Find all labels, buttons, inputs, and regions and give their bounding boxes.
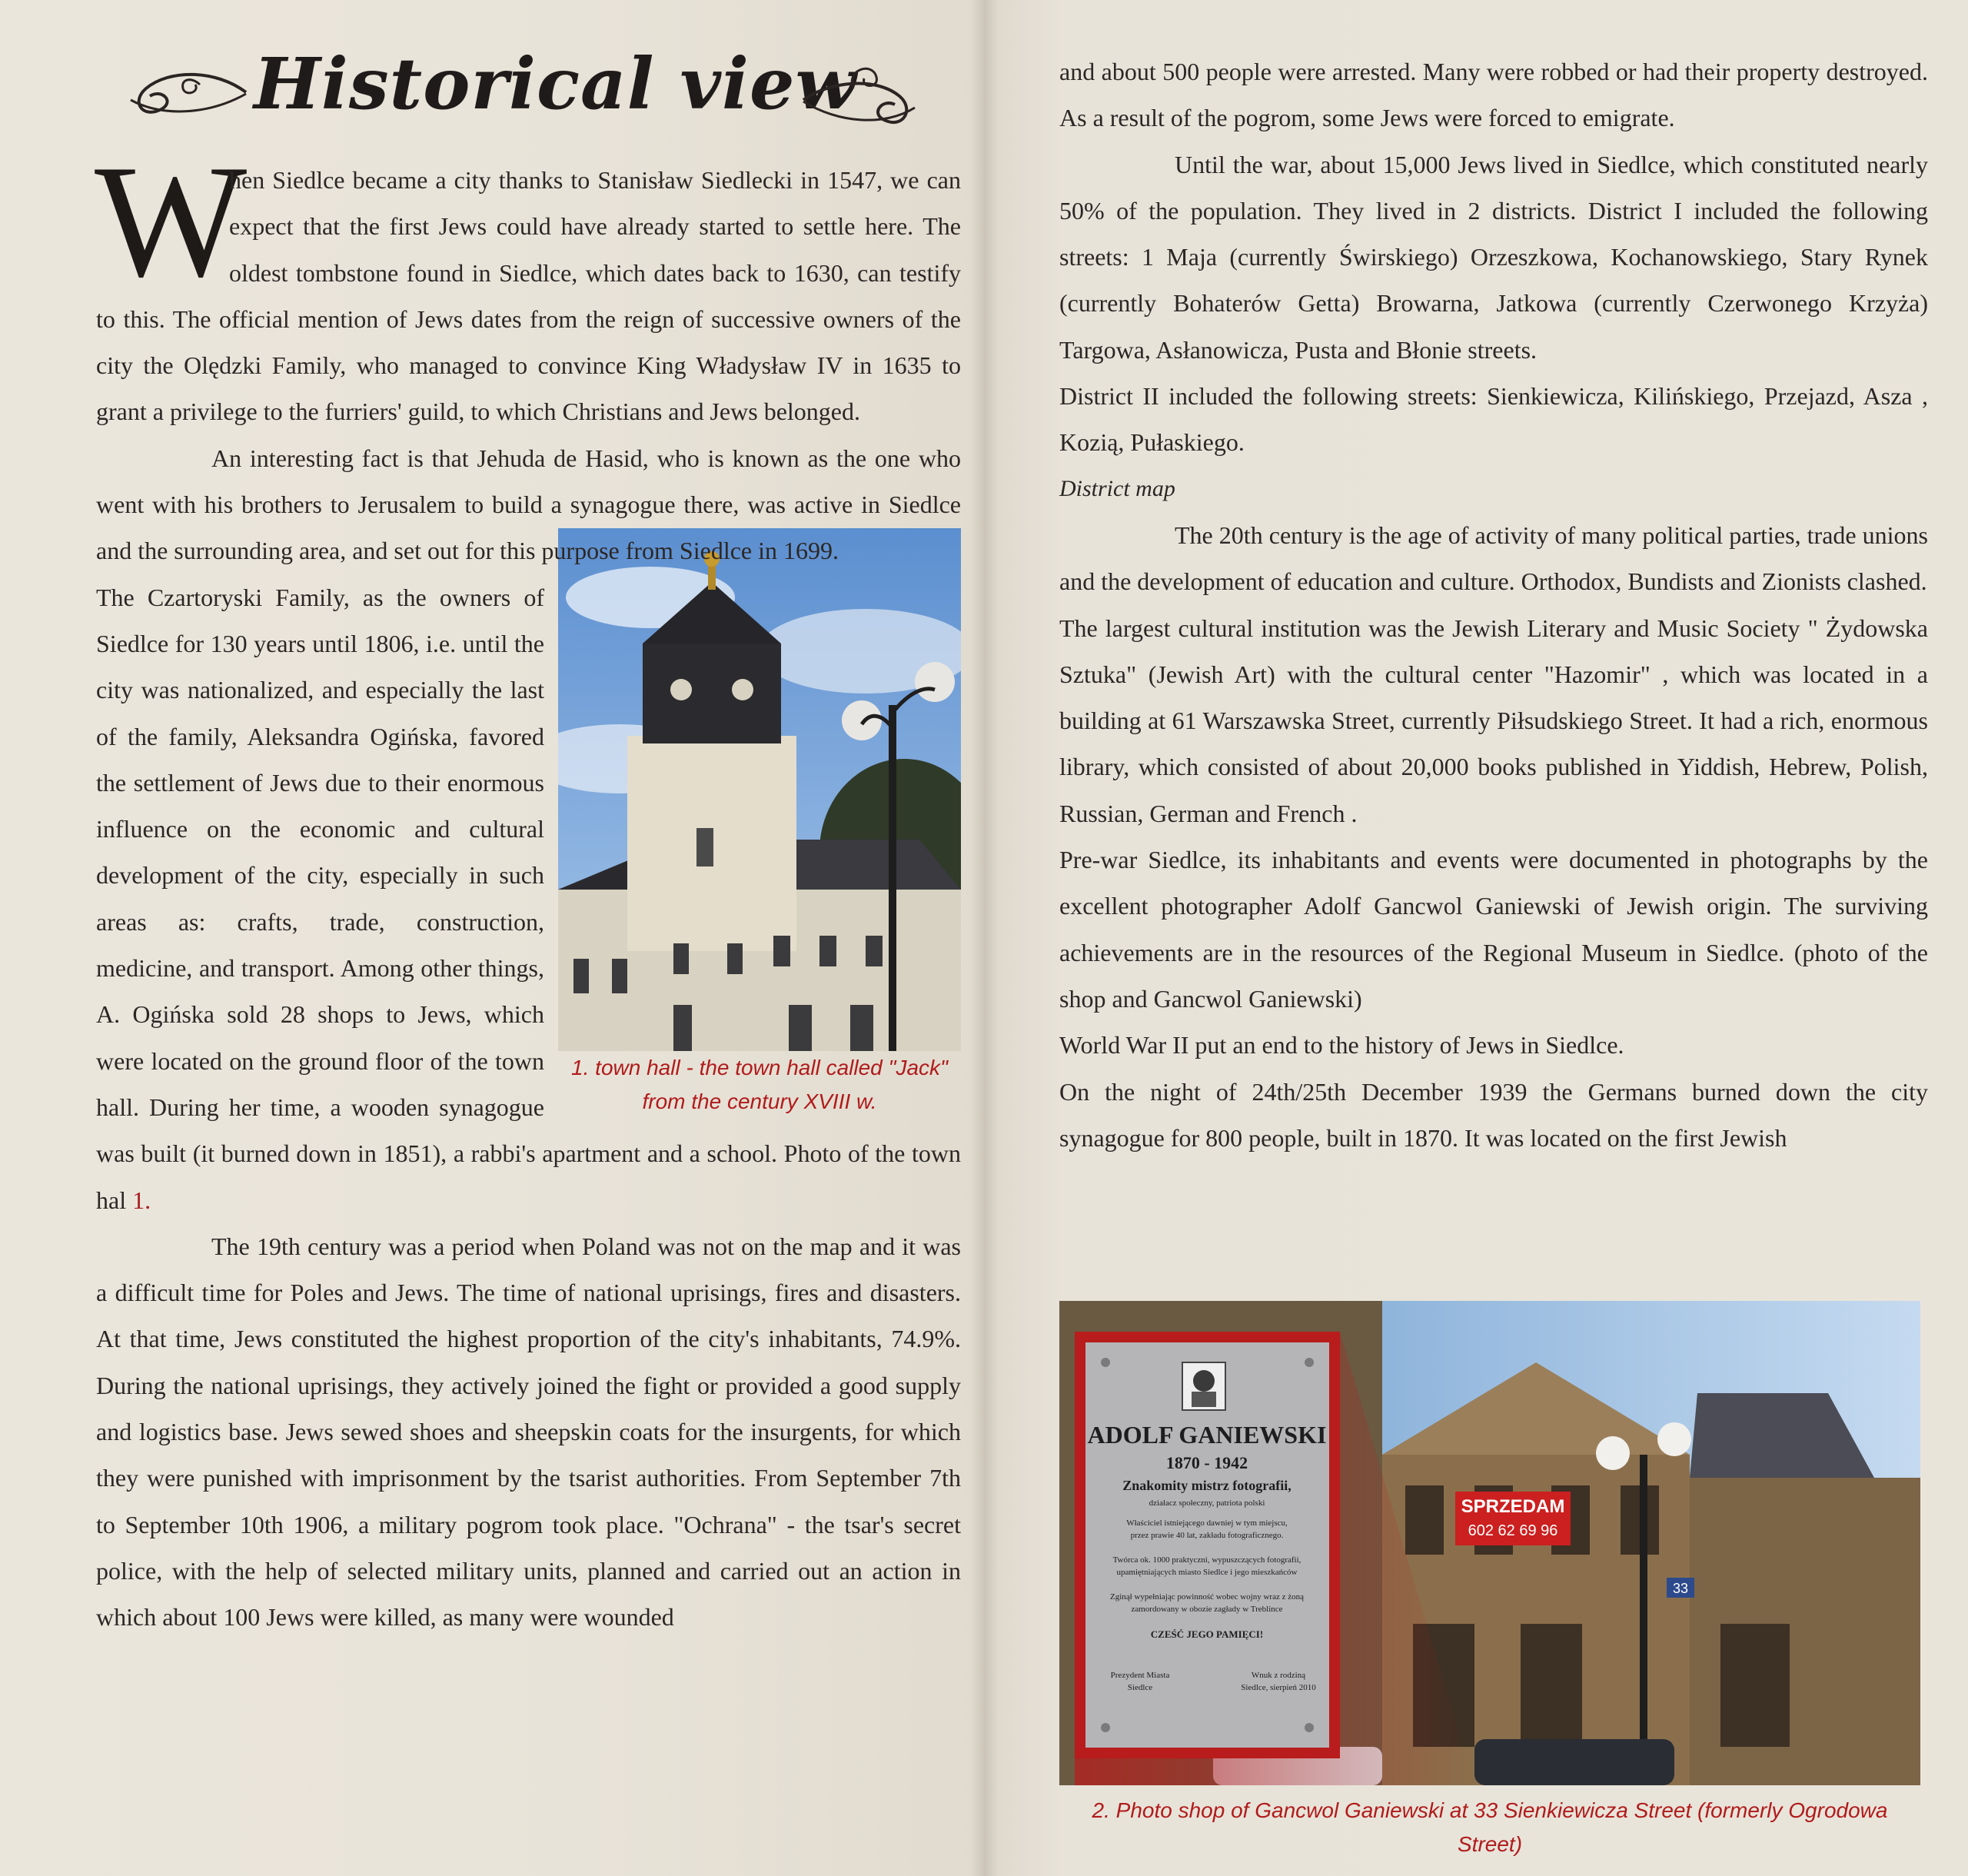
house-number: 33	[1672, 1581, 1689, 1596]
plaque-line-e: upamiętniających miasto Siedlce i jego mieszkańców	[1116, 1568, 1298, 1577]
drop-cap: W	[95, 132, 248, 311]
right-flourish-icon	[800, 54, 930, 138]
plaque-honor: CZEŚĆ JEGO PAMIĘCI!	[1150, 1628, 1264, 1640]
left-paragraph-2: An interesting fact is that Jehuda de Hasid, who is known as the one who went with his brothers to Jerusalem to build a synagogue there, was active in Siedlce and the surrounding area, and set out for this purpose from Siedlce in 1699.	[96, 444, 961, 565]
plaque-subtitle: Znakomity mistrz fotografii,	[1122, 1478, 1292, 1493]
left-paragraph-4: The 19th century was a period when Poland was not on the map and it was a difficult time for Poles and Jews. The time of national uprisings, fires and disasters. At that time, Jews constituted the highest proportion of the city's inhabitants, 74.9%. During the national uprisings, they actively joined the fight or provided a good supply and logistics base. Jews sewed shoes and sheepskin coats for the insurgents, for which they were punished with imprisonment by the tsarist authorities. From September 7th to September 10th 1906, a military pogrom took place. "Ochrana" - the tsar's secret police, with the help of selected military units, planned and carried out an action in which about 100 Jews were killed, as many were wounded	[96, 1232, 961, 1632]
right-paragraph-7: World War II put an end to the history of Jews in Siedlce.	[1059, 1031, 1624, 1059]
right-paragraph-4: The 20th century is the age of activity of many political parties, trade unions and the development of education and culture. Orthodox, Bundists and Zionists clashed.	[1059, 521, 1928, 596]
photo-shop-photo	[1059, 1301, 1920, 1861]
left-flourish-icon	[115, 54, 254, 131]
plaque-line-c: przez prawie 40 lat, zakładu fotograficznego.	[1130, 1531, 1284, 1540]
page-title: Historical view	[254, 42, 857, 125]
plaque-signed-left-1: Prezydent Miasta	[1110, 1671, 1170, 1680]
photo1-caption-line1: 1. town hall - the town hall called "Jack"	[571, 1055, 948, 1079]
right-paragraph-5: The largest cultural institution was the Jewish Literary and Music Society " Żydowska Sztuka" (Jewish Art) with the cultural center "Hazomir" , which was located in a building at 61 Warszawska Street, currently Piłsudskiego Street. It had a rich, enormous library, which consisted of about 20,000 books published in Yiddish, Hebrew, Polish, Russian, German and French .	[1059, 614, 1928, 827]
photo2-caption: 2. Photo shop of Gancwol Ganiewski at 33 Sienkiewicza Street (formerly Ogrodowa Street)	[1092, 1798, 1888, 1856]
heading	[115, 42, 946, 142]
plaque-signed-left-2: Siedlce	[1127, 1683, 1153, 1692]
district-map-label: District map	[1059, 475, 1175, 501]
plaque-line-d: Twórca ok. 1000 praktyczni, wypuszczących fotografii,	[1112, 1555, 1301, 1565]
sign-phone: 602 62 69 96	[1468, 1522, 1558, 1539]
town-hall-photo	[558, 528, 961, 1119]
plaque-line-f: Zginął wypełniając powinność wobec wojny wraz z żoną	[1110, 1592, 1304, 1602]
plaque-line-g: zamordowany w obozie zagłady w Treblince	[1131, 1605, 1283, 1614]
spine-shadow	[970, 0, 998, 1876]
right-paragraph-1: and about 500 people were arrested. Many were robbed or had their property destroyed. As a result of the pogrom, some Jews were forced to emigrate.	[1059, 58, 1928, 132]
left-paragraph-3-text: The Czartoryski Family, as the owners of Siedlce for 130 years until 1806, i.e. until the city was nationalized, and especially the last of the family, Aleksandra Ogińska, favored the settlement of Jews due to their enormous influence on the economic and cultural development of the city, especially in such areas as: crafts, trade, construction, medicine, and transport. Among other things, A. Ogińska sold 28 shops to Jews, which were located on the ground floor of the town hall. During her time, a wooden synagogue was built (it burned down in 1851), a rabbi's apartment and a school. Photo of the town hal	[96, 583, 961, 1214]
photo-shop-image	[1059, 1301, 1920, 1785]
right-column	[1059, 48, 1928, 1161]
photo-ref-1: 1.	[132, 1186, 151, 1214]
left-column	[95, 132, 961, 1641]
right-paragraph-6: Pre-war Siedlce, its inhabitants and events were documented in photographs by the excellent photographer Adolf Gancwol Ganiewski of Jewish origin. The surviving achievements are in the resources of the Regional Museum in Siedlce. (photo of the shop and Gancwol Ganiewski)	[1059, 846, 1928, 1013]
right-paragraph-2: Until the war, about 15,000 Jews lived in Siedlce, which constituted nearly 50% of the population. They lived in 2 districts. District I included the following streets: 1 Maja (currently Świrskiego) Orzeszkowa, Kochanowskiego, Stary Rynek (currently Bohaterów Getta) Browarna, Jatkowa (currently Czerwonego Krzyża) Targowa, Asłanowicza, Pusta and Błonie streets.	[1059, 150, 1928, 364]
plaque-line-a: działacz społeczny, patriota polski	[1149, 1498, 1265, 1508]
left-paragraph-2-lead	[96, 444, 961, 565]
photo1-caption-line2: from the century XVIII w.	[642, 1089, 877, 1113]
town-hall-image	[558, 528, 961, 1051]
plaque-line-b: Właściciel istniejącego dawniej w tym miejscu,	[1126, 1518, 1288, 1528]
right-paragraph-8: On the night of 24th/25th December 1939 the Germans burned down the city synagogue for 800 people, built in 1870. It was located on the first Jewish	[1059, 1077, 1928, 1152]
plaque-signed-right-1: Wnuk z rodziną	[1251, 1671, 1306, 1680]
plaque-name: ADOLF GANIEWSKI	[1087, 1421, 1327, 1449]
plaque-signed-right-2: Siedlce, sierpień 2010	[1241, 1683, 1316, 1692]
plaque-years: 1870 - 1942	[1165, 1453, 1248, 1472]
right-paragraph-3: District II included the following streets: Sienkiewicza, Kilińskiego, Przejazd, Asza , Kozią, Pułaskiego.	[1059, 382, 1928, 457]
left-paragraph-1: hen Siedlce became a city thanks to Stanisław Siedlecki in 1547, we can expect that the first Jews could have already started to settle here. The oldest tombstone found in Siedlce, which dates back to 1630, can testify to this. The official mention of Jews dates from the reign of successive owners of the city the Olędzki Family, who managed to convince King Władysław IV in 1635 to grant a privilege to the furriers' guild, to which Christians and Jews belonged.	[96, 166, 961, 426]
sign-sprzedam: SPRZEDAM	[1461, 1496, 1565, 1517]
